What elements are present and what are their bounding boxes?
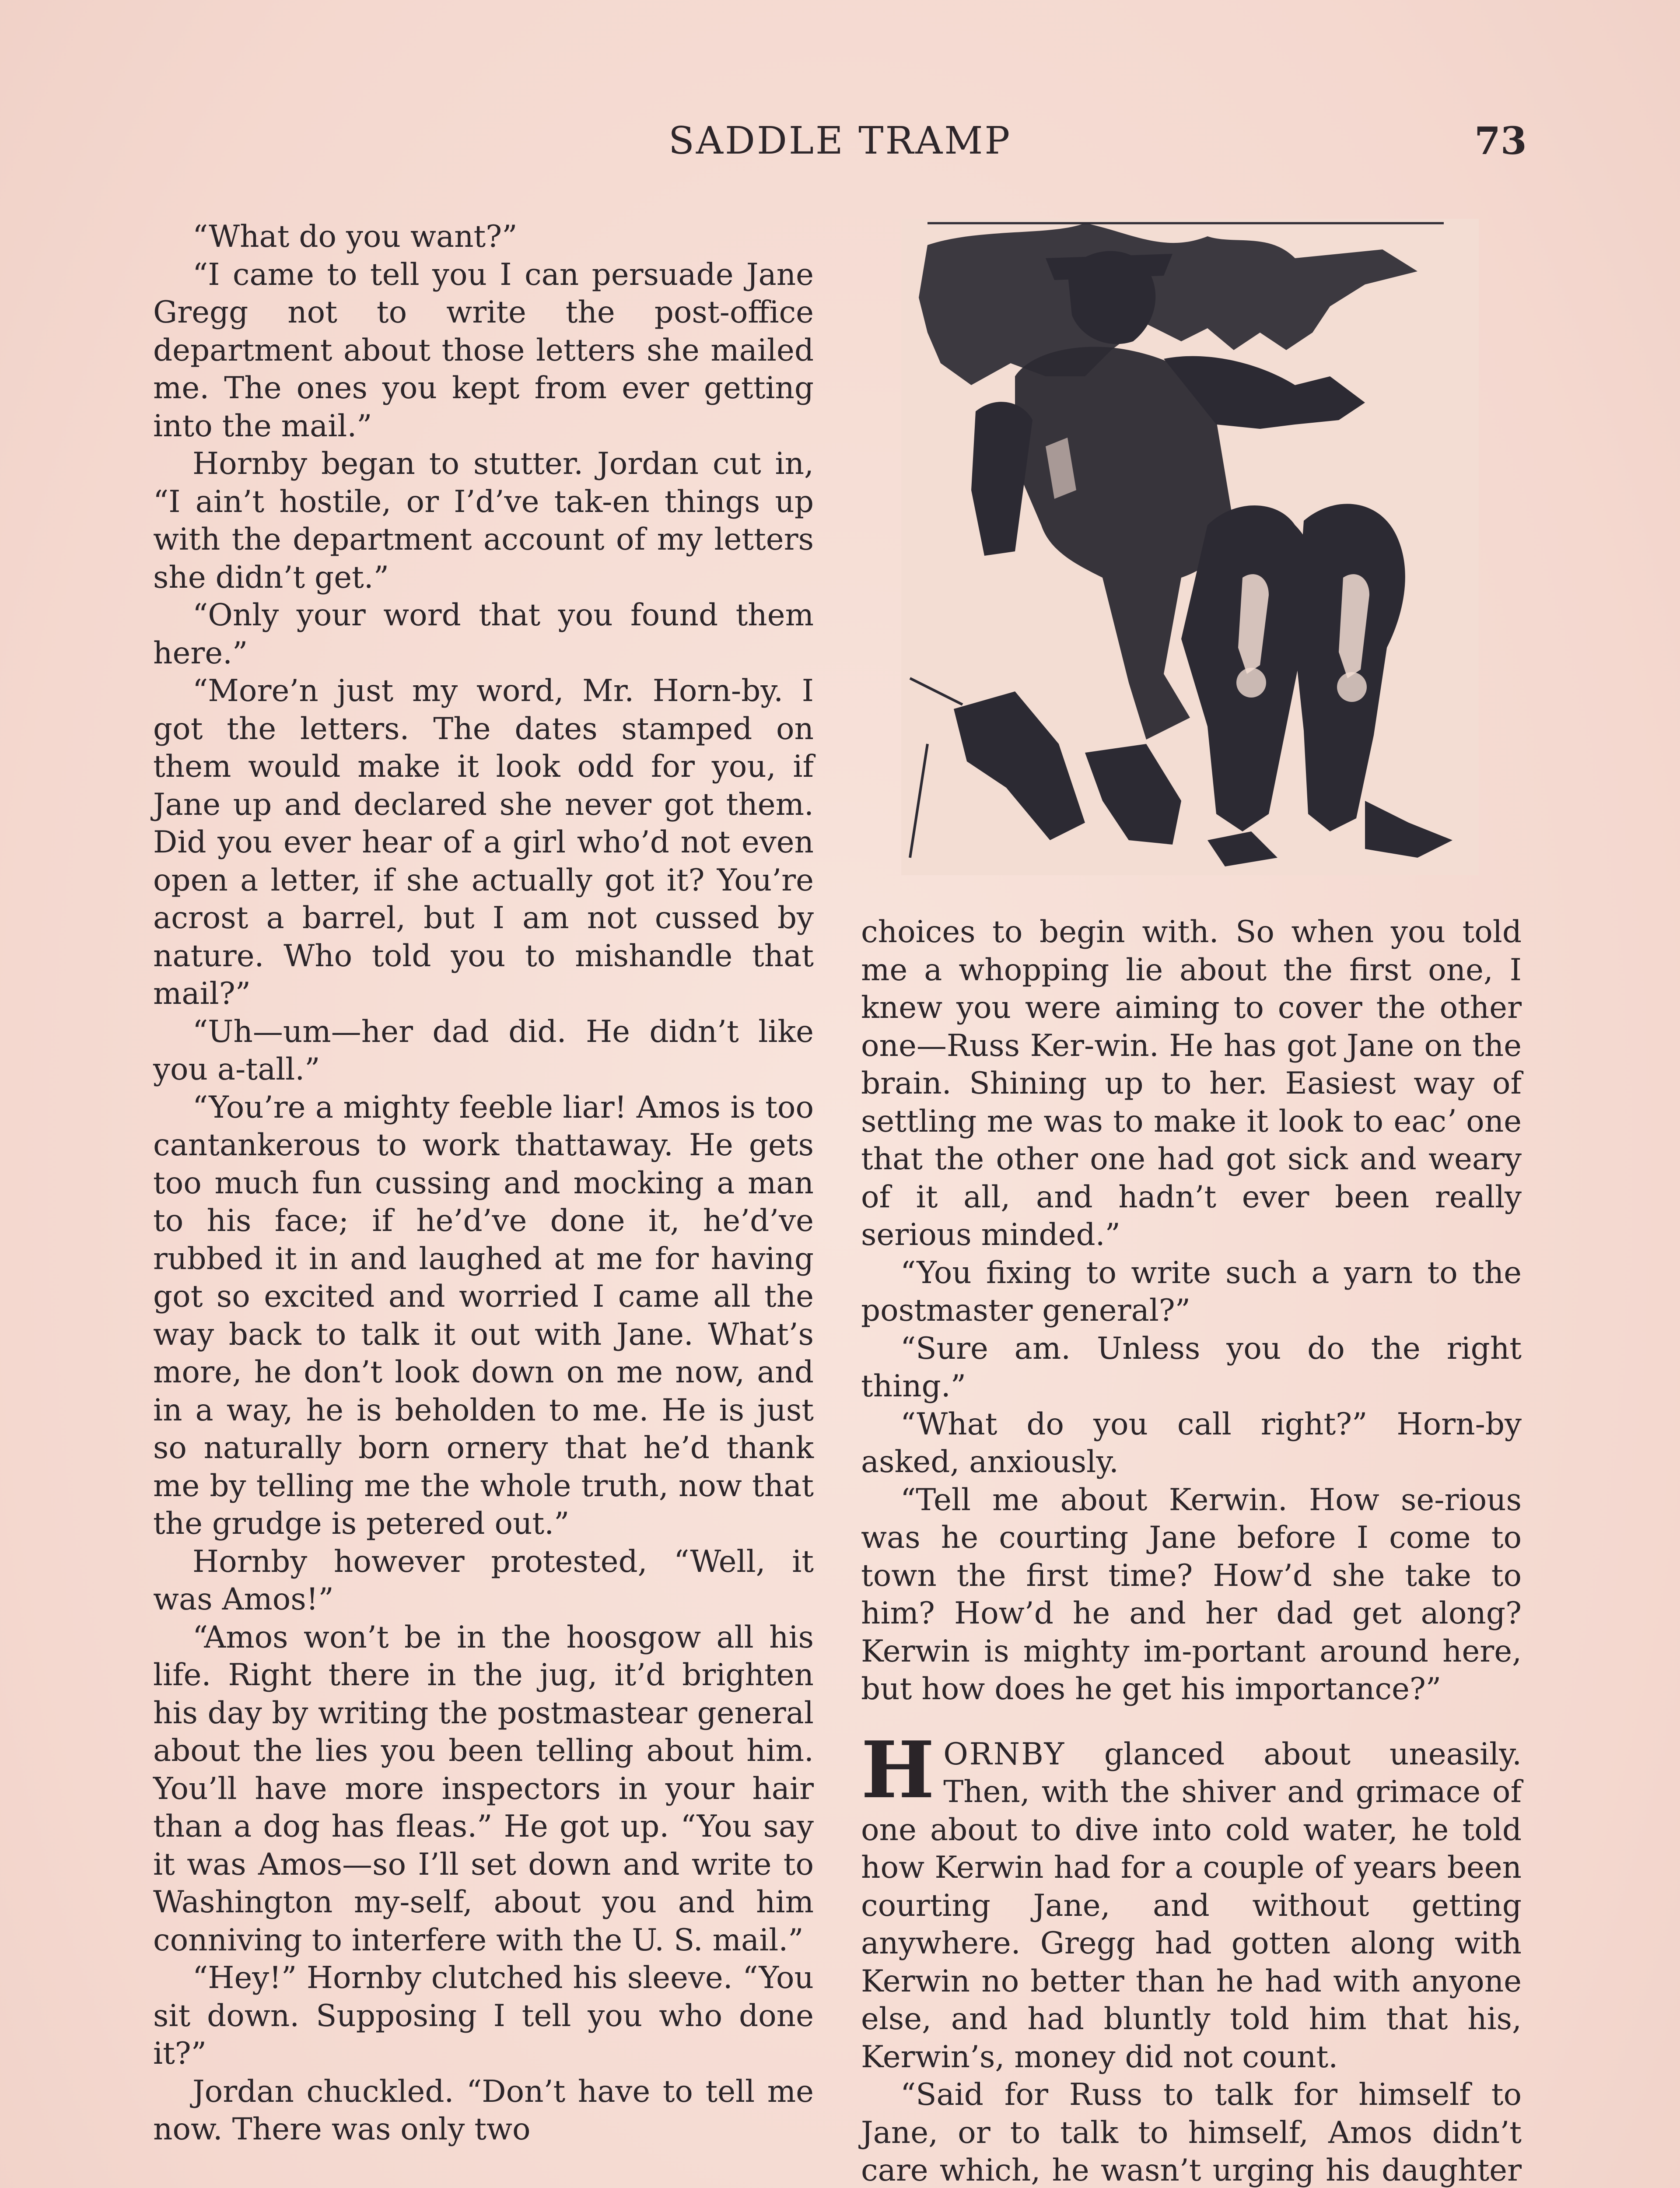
paragraph: “Uh—um—her dad did. He didn’t like you a-tall.” <box>153 1014 814 1087</box>
paragraph: Jordan chuckled. “Don’t have to tell me now. There was only two <box>153 2074 814 2147</box>
paragraph: “Said for Russ to talk for himself to Jane, or to talk to himself, Amos didn’t care which, he wasn’t urging his daughter <box>861 2077 1522 2188</box>
lead-caps: ORNBY <box>943 1736 1066 1772</box>
paragraph: “Hey!” Hornby clutched his sleeve. “You sit down. Supposing I tell you who done it?” <box>153 1960 814 2071</box>
paragraph: “I came to tell you I can persuade Jane Gregg not to write the post-office department about those letters she mailed me. The ones you kept from ever getting into the mail.” <box>153 257 814 444</box>
section-break <box>861 1708 1522 1736</box>
paragraph: Hornby however protested, “Well, it was Amos!” <box>153 1544 814 1617</box>
paragraph: choices to begin with. So when you told me a whopping lie about the first one, I knew you were aiming to cover the other one—Russ Ker-win. He has got Jane on the brain. Shining up to her. Easiest way of settling me was to make it look to eacʼ one that the other one had got sick and weary of it all, and hadn’t ever been really serious minded.” <box>861 915 1522 1252</box>
paragraph: “You’re a mighty feeble liar! Amos is too cantankerous to work thattaway. He gets too much fun cussing and mocking a man to his face; if he’d’ve done it, he’d’ve rubbed it in and laughed at me for having got so excited and worried I came all the way back to talk it out with Jane. What’s more, he don’t look down on me now, and in a way, he is beholden to me. He is just so naturally born ornery that he’d thank me by telling me the whole truth, now that the grudge is petered out.” <box>153 1090 814 1541</box>
running-title: SADDLE TRAMP <box>668 119 1012 163</box>
paragraph: “Amos won’t be in the hoosgow all his life. Right there in the jug, it’d brighten his day by writing the postmastear general about the lies you been telling about him. You’ll have more inspectors in your hair than a dog has fleas.” He got up. “You say it was Amos—so I’ll set down and write to Washington my-self, about you and him conniving to interfere with the U. S. mail.” <box>153 1620 814 1958</box>
paragraph: Hornby began to stutter. Jordan cut in, “I ain’t hostile, or I’d’ve tak-en things up with the department account of my letters she didn’t get.” <box>153 446 814 595</box>
left-column <box>153 218 814 2149</box>
cowboy-with-horses-illustration <box>901 219 1479 875</box>
right-column <box>861 913 1522 2188</box>
page-number: 73 <box>1474 119 1527 163</box>
drop-cap: H <box>861 1724 935 1816</box>
page-header <box>0 119 1680 167</box>
paragraph: “Tell me about Kerwin. How se-rious was he courting Jane before I come to town the first time? How’d she take to him? How’d he and her dad get along? Kerwin is mighty im-portant around here, but how does he get his importance?” <box>861 1482 1522 1707</box>
paragraph: “Only your word that you found them here.” <box>153 598 814 671</box>
paragraph: “What do you call right?” Horn-by asked, anxiously. <box>861 1406 1522 1480</box>
paragraph-text: glanced about uneasily. Then, with the shiver and grimace of one about to dive into cold water, he told how Kerwin had for a couple of years been courting Jane, and without getting anywhere. Gregg had gotten along with Kerwin no better than he had with anyone else, and had bluntly told him that his, Kerwin’s, money did not count. <box>861 1736 1522 2075</box>
paragraph: “More’n just my word, Mr. Horn-by. I got the letters. The dates stamped on them would make it look odd for you, if Jane up and declared she never got them. Did you ever hear of a girl who’d not even open a letter, if she actually got it? You’re acrost a barrel, but I am not cussed by nature. Who told you to mishandle that mail?” <box>153 673 814 1011</box>
paragraph: “What do you want?” <box>192 219 518 254</box>
section-opening-paragraph <box>861 1724 1522 2076</box>
paragraph: “You fixing to write such a yarn to the postmaster general?” <box>861 1255 1522 1328</box>
paragraph: “Sure am. Unless you do the right thing.” <box>861 1331 1522 1404</box>
